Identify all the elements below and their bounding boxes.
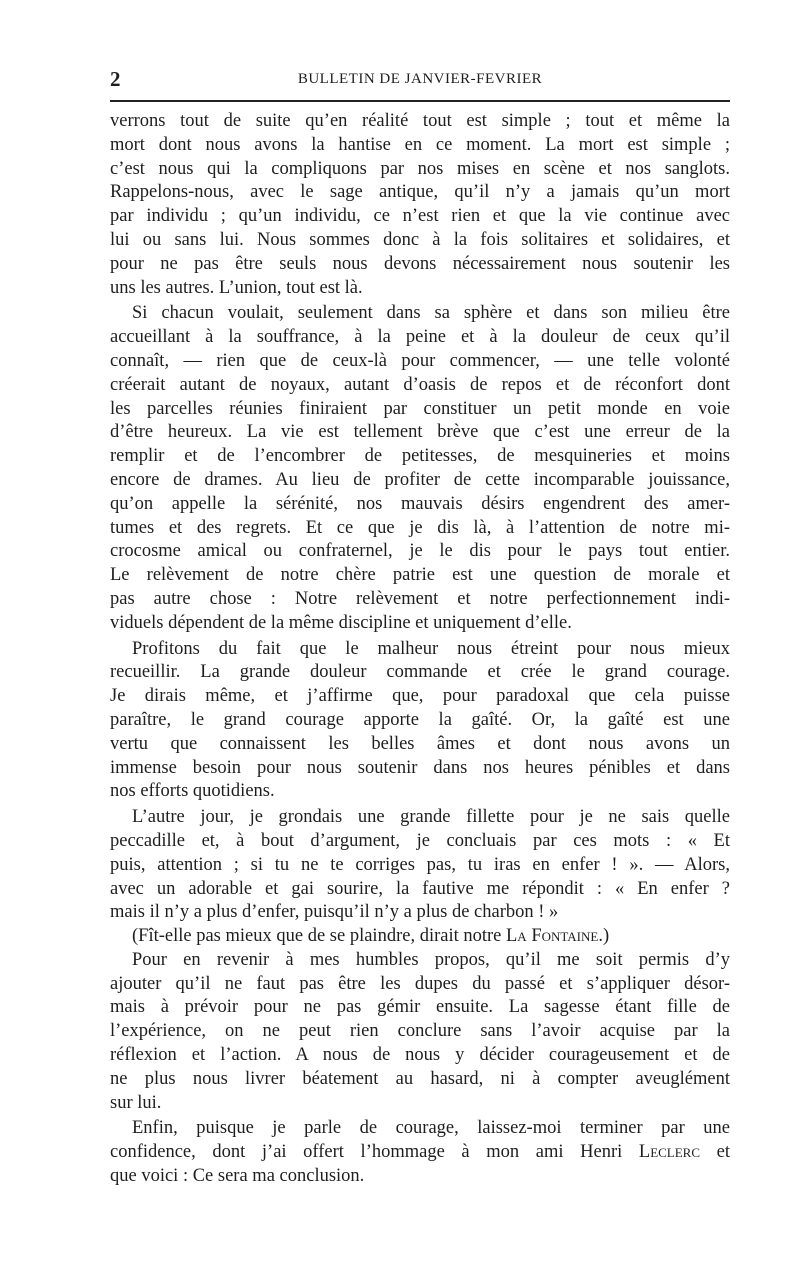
text-line: immense besoin pour nous soutenir dans nos heures pénibles et dans (110, 757, 730, 778)
text-line: réflexion et l’action. A nous de nous y décider courageusement et de (110, 1045, 730, 1066)
text-line: connaît, — rien que de ceux-là pour commencer, — une telle volonté (110, 350, 730, 371)
text-line: qu’on appelle la sérénité, nos mauvais désirs engendrent des amer- (110, 493, 730, 514)
paragraph-4 (110, 806, 730, 925)
quote-text: (Fît-elle pas mieux que de se plaindre, dirait notre (132, 926, 502, 947)
running-title: BULLETIN DE JANVIER-FEVRIER (297, 71, 543, 87)
text-line: verrons tout de suite qu’en réalité tout est simple ; tout et même la (110, 111, 730, 131)
text-line: accueillant à la souffrance, à la peine et à la douleur de ceux qu’il (110, 327, 730, 348)
text-line: créerait autant de noyaux, autant d’oasis de repos et de réconfort dont (110, 374, 730, 395)
text-line: tumes et des regrets. Et ce que je dis là, à l’attention de notre mi- (110, 517, 730, 538)
text-fragment: confidence, dont j’ai offert l’hommage à mon ami Henri (110, 1142, 623, 1163)
text-line: uns les autres. L’union, tout est là. (110, 277, 363, 298)
text-line: pour ne pas être seuls nous devons nécessairement nous soutenir les (110, 253, 730, 274)
text-line: encore de drames. Au lieu de profiter de cette incomparable jouissance, (110, 469, 730, 490)
author-name: La Fontaine. (506, 926, 603, 947)
page-number: 2 (110, 67, 121, 91)
text-line: d’être heureux. La vie est tellement brève que c’est une erreur de la (110, 422, 730, 443)
text-line: c’est nous qui la compliquons par nos mises en scène et nos sanglots. (110, 158, 730, 179)
text-line: par individu ; qu’un individu, ce n’est rien et que la vie continue avec (110, 206, 730, 227)
page-header (110, 64, 730, 94)
text-line: Pour en revenir à mes humbles propos, qu’il me soit permis d’y (132, 949, 730, 970)
text-line: peccadille et, à bout d’argument, je concluais par ces mots : « Et (110, 830, 730, 851)
text-line: paraître, le grand courage apporte la gaîté. Or, la gaîté est une (110, 709, 730, 730)
paragraph-1 (110, 110, 730, 300)
text-line: Rappelons-nous, avec le sage antique, qu’il n’y a jamais qu’un mort (110, 182, 730, 203)
text-line: pas autre chose : Notre relèvement et notre perfectionnement indi- (110, 588, 730, 609)
text-fragment: et (716, 1142, 730, 1163)
text-line: lui ou sans lui. Nous sommes donc à la fois solitaires et solidaires, et (110, 229, 730, 250)
text-line: vertu que connaissent les belles âmes et dont nous avons un (110, 733, 730, 754)
text-line: Enfin, puisque je parle de courage, laissez-moi terminer par une (132, 1118, 730, 1139)
text-line: mort dont nous avons la hantise en ce moment. La mort est simple ; (110, 134, 730, 155)
text-line: les parcelles réunies finiraient par constituer un petit monde en voie (110, 398, 730, 419)
paragraph-5 (110, 925, 730, 949)
text-line: crocosme amical ou confraternel, je le dis pour le pays tout entier. (110, 541, 730, 562)
text-line: L’autre jour, je grondais une grande fillette pour je ne sais quelle (132, 807, 730, 828)
text-line: nos efforts quotidiens. (110, 781, 275, 802)
text-line: avec un adorable et gai sourire, la fautive me répondit : « En enfer ? (110, 878, 730, 899)
text-line: l’expérience, on ne peut rien conclure sans l’avoir acquise par la (110, 1021, 730, 1042)
paragraph-3 (110, 638, 730, 805)
text-line: ajouter qu’il ne faut pas être les dupes du passé et s’appliquer désor- (110, 973, 730, 994)
text-line: puis, attention ; si tu ne te corriges pas, tu iras en enfer ! ». — Alors, (110, 854, 730, 875)
closing-paren: ) (602, 926, 610, 947)
text-line: ne plus nous livrer béatement au hasard, ni à compter aveuglément (110, 1068, 730, 1089)
body-text (110, 110, 730, 1189)
text-line: recueillir. La grande douleur commande et crée le grand courage. (110, 662, 730, 683)
text-line: Je dirais même, et j’affirme que, pour paradoxal que cela puisse (110, 686, 730, 707)
paragraph-7 (110, 1117, 730, 1188)
text-line: Si chacun voulait, seulement dans sa sphère et dans son milieu être (132, 303, 730, 324)
text-line (110, 1141, 730, 1165)
text-line: mais il n’y a plus d’enfer, puisqu’il n’y a plus de charbon ! » (110, 902, 559, 923)
text-line: sur lui. (110, 1092, 162, 1113)
text-line: mais à prévoir pour ne pas gémir ensuite. La sagesse étant fille de (110, 997, 730, 1018)
text-line: que voici : Ce sera ma conclusion. (110, 1166, 365, 1187)
paragraph-6 (110, 949, 730, 1116)
text-line (110, 925, 730, 949)
person-name: Leclerc (638, 1142, 701, 1163)
header-rule (110, 100, 730, 102)
text-line: remplir et de l’encombrer de petitesses, de mesquineries et moins (110, 446, 730, 467)
paragraph-2 (110, 302, 730, 635)
text-line: Le relèvement de notre chère patrie est une question de morale et (110, 565, 730, 586)
text-line: Profitons du fait que le malheur nous étreint pour nous mieux (132, 638, 730, 659)
text-line: viduels dépendent de la même discipline et uniquement d’elle. (110, 612, 572, 633)
